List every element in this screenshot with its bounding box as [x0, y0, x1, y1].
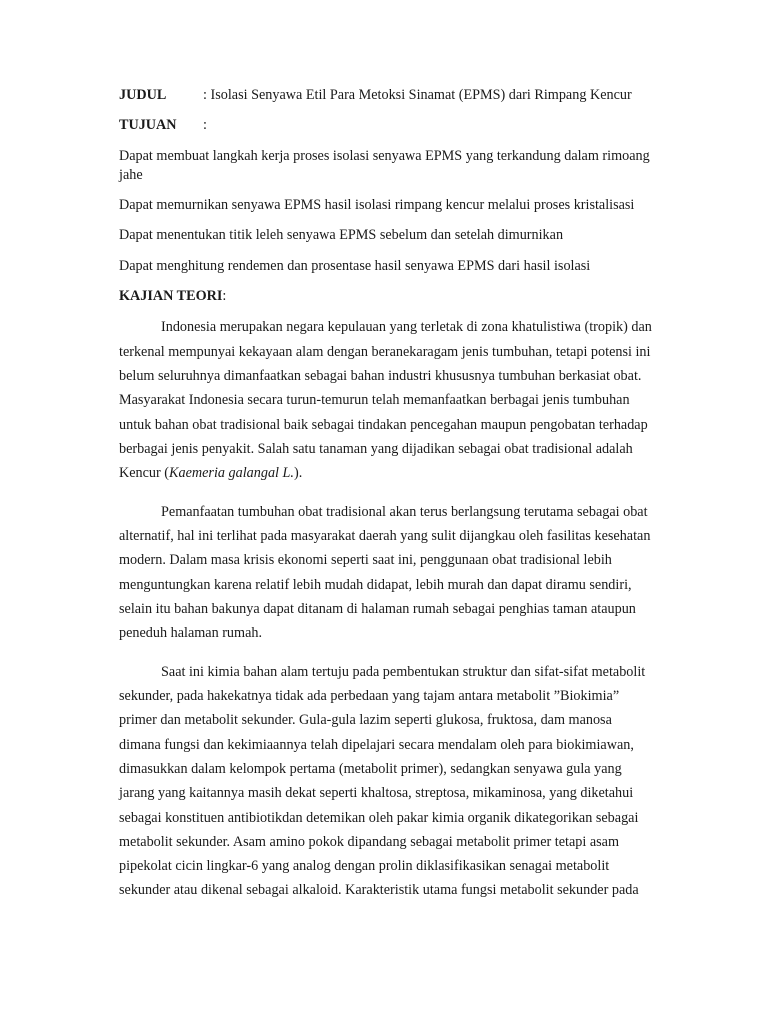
p1-line-4: Masyarakat Indonesia secara turun-temurun telah memanfaatkan berbagai jenis tumbuhan [119, 392, 630, 408]
tujuan-item-1-line-1: Dapat membuat langkah kerja proses isolasi senyawa EPMS yang terkandung dalam rimoang [119, 148, 650, 164]
p2-line-5: selain itu bahan bakunya dapat ditanam di halaman rumah sebagai penghias taman ataupun [119, 601, 636, 617]
judul-value: : Isolasi Senyawa Etil Para Metoksi Sinamat (EPMS) dari Rimpang Kencur [203, 87, 632, 103]
p3-line-9: pipekolat cicin lingkar-6 yang analog dengan prolin diklasifikasikan senagai metabolit [119, 858, 610, 874]
p1-last-suffix: ). [293, 465, 303, 481]
p3-line-3: primer dan metabolit sekunder. Gula-gula lazim seperti glukosa, fruktosa, dam manosa [119, 712, 612, 728]
p3-line-5: dimasukkan dalam kelompok pertama (metabolit primer), sedangkan senyawa gula yang [119, 761, 622, 777]
tujuan-row [119, 116, 207, 134]
kajian-teori-title: KAJIAN TEORI [119, 288, 223, 304]
p1-line-7 [119, 464, 302, 482]
p3-line-7: sebagai konstituen antibiotikdan detemikan oleh pakar kimia organik dikategorikan sebagai [119, 810, 639, 826]
p1-line-1: Indonesia merupakan negara kepulauan yang terletak di zona khatulistiwa (tropik) dan [161, 319, 652, 335]
tujuan-item-1-line-2: jahe [119, 167, 143, 183]
p2-line-4: menguntungkan karena relatif lebih mudah didapat, lebih murah dan dapat diramu sendiri, [119, 577, 632, 593]
judul-row [119, 86, 632, 104]
p2-line-6: peneduh halaman rumah. [119, 625, 263, 641]
p2-line-3: modern. Dalam masa krisis ekonomi seperti saat ini, penggunaan obat tradisional lebih [119, 552, 612, 568]
judul-label: JUDUL [119, 87, 167, 103]
p1-line-6: berbagai jenis penyakit. Salah satu tanaman yang dijadikan sebagai obat tradisional adalah [119, 441, 633, 457]
p2-line-2: alternatif, hal ini terlihat pada masyarakat daerah yang sulit dijangkau oleh fasilitas kesehatan [119, 528, 651, 544]
p3-line-10: sekunder atau dikenal sebagai alkaloid. Karakteristik utama fungsi metabolit sekunder pada [119, 882, 639, 898]
p1-species-name: Kaemeria galangal L. [169, 465, 294, 481]
tujuan-item-2: Dapat memurnikan senyawa EPMS hasil isolasi rimpang kencur melalui proses kristalisasi [119, 197, 635, 213]
p1-line-2: terkenal mempunyai kekayaan alam dengan beranekaragam jenis tumbuhan, tetapi potensi ini [119, 344, 651, 360]
kajian-teori-colon: : [222, 288, 227, 304]
tujuan-label: TUJUAN [119, 117, 177, 133]
tujuan-item-3: Dapat menentukan titik leleh senyawa EPMS sebelum dan setelah dimurnikan [119, 227, 564, 243]
p3-line-2: sekunder, pada hakekatnya tidak ada perbedaan yang tajam antara metabolit ”Biokimia” [119, 688, 620, 704]
p1-line-3: belum seluruhnya dimanfaatkan sebagai bahan industri khususnya tumbuhan berkasiat obat. [119, 368, 642, 384]
p1-last-prefix: Kencur ( [119, 465, 170, 481]
p2-line-1: Pemanfaatan tumbuhan obat tradisional akan terus berlangsung terutama sebagai obat [161, 504, 648, 520]
p3-line-1: Saat ini kimia bahan alam tertuju pada pembentukan struktur dan sifat-sifat metabolit [161, 664, 646, 680]
tujuan-item-4: Dapat menghitung rendemen dan prosentase hasil senyawa EPMS dari hasil isolasi [119, 258, 591, 274]
p1-line-5: untuk bahan obat tradisional baik sebagai tindakan pencegahan maupun pengobatan terhadap [119, 417, 648, 433]
kajian-teori-heading [119, 287, 226, 305]
p3-line-8: metabolit sekunder. Asam amino pokok dipandang sebagai metabolit primer tetapi asam [119, 834, 619, 850]
p3-line-6: jarang yang kaitannya masih dekat seperti khaltosa, streptosa, mikaminosa, yang diketahui [119, 785, 634, 801]
tujuan-value: : [203, 117, 207, 133]
p3-line-4: dimana fungsi dan kekimiaannya telah dipelajari secara mendalam oleh para biokimiawan, [119, 737, 634, 753]
